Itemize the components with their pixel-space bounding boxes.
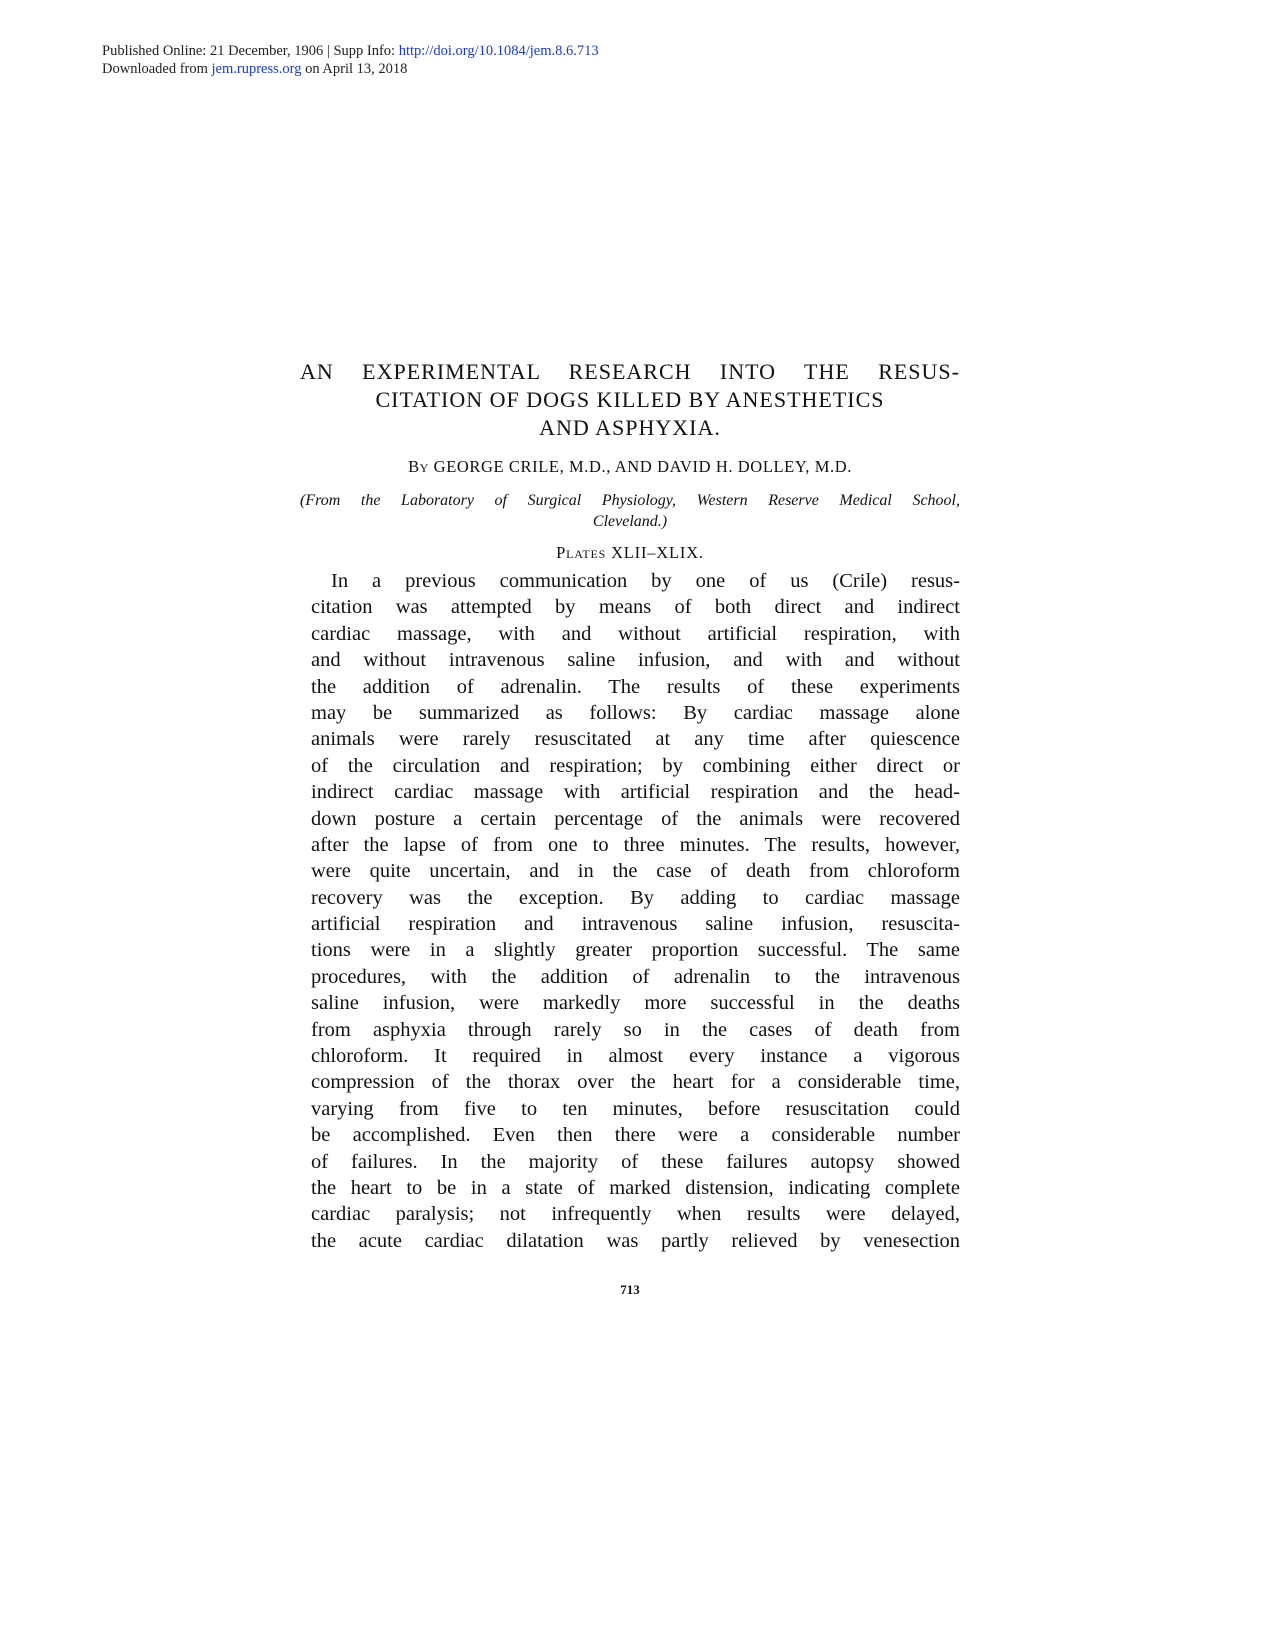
affiliation — [300, 490, 960, 532]
byline-authors: GEORGE CRILE, M.D., AND DAVID H. DOLLEY, M.D. — [433, 457, 852, 476]
site-link[interactable]: jem.rupress.org — [211, 61, 302, 77]
body-line: may be summarized as follows: By cardiac massage alone — [311, 701, 960, 724]
downloaded-from-text: Downloaded from — [102, 61, 212, 77]
body-line: the acute cardiac dilatation was partly relieved by venesection — [311, 1229, 960, 1252]
body-line: recovery was the exception. By adding to cardiac massage — [311, 886, 960, 909]
body-line: down posture a certain percentage of the animals were recovered — [311, 807, 960, 830]
body-line: animals were rarely resuscitated at any time after quiescence — [311, 728, 960, 751]
body-line: varying from five to ten minutes, before resuscitation could — [311, 1097, 960, 1120]
body-line: cardiac massage, with and without artificial respiration, with — [311, 622, 960, 645]
author-byline — [300, 457, 960, 477]
affiliation-line: Cleveland.) — [592, 513, 668, 530]
body-line: be accomplished. Even then there were a considerable number — [311, 1124, 960, 1147]
body-line: saline infusion, were markedly more successful in the deaths — [311, 992, 960, 1015]
title-line: AN EXPERIMENTAL RESEARCH INTO THE RESUS- — [300, 359, 960, 384]
body-line: the heart to be in a state of marked distension, indicating complete — [311, 1176, 960, 1199]
body-line: after the lapse of from one to three minutes. The results, however, — [311, 833, 960, 856]
doi-link[interactable]: http://doi.org/10.1084/jem.8.6.713 — [398, 43, 599, 59]
body-line: of the circulation and respiration; by combining either direct or — [311, 754, 960, 777]
publication-header — [102, 42, 599, 78]
body-line: cardiac paralysis; not infrequently when results were delayed, — [311, 1203, 960, 1226]
downloaded-from-line — [102, 60, 599, 78]
body-line: and without intravenous saline infusion, and with and without — [311, 649, 960, 672]
byline-prefix: By — [408, 457, 429, 476]
plates-prefix: Plates — [556, 543, 607, 562]
body-line: indirect cardiac massage with artificial respiration and the head- — [311, 781, 960, 804]
body-line: In a previous communication by one of us (Crile) resus- — [331, 570, 960, 592]
affiliation-line: (From the Laboratory of Surgical Physiology, Western Reserve Medical School, — [300, 492, 960, 509]
body-line: from asphyxia through rarely so in the cases of death from — [311, 1018, 960, 1041]
body-line: of failures. In the majority of these failures autopsy showed — [311, 1150, 960, 1173]
body-paragraph — [311, 568, 960, 1254]
published-online-text: Published Online: 21 December, 1906 | Supp Info: — [102, 43, 399, 59]
body-line: artificial respiration and intravenous saline infusion, resuscita- — [311, 913, 960, 936]
title-line: AND ASPHYXIA. — [539, 415, 721, 440]
page-number: 713 — [620, 1282, 640, 1297]
plates-range: XLII–XLIX. — [611, 543, 704, 562]
body-line: chloroform. It required in almost every instance a vigorous — [311, 1045, 960, 1068]
article-title — [300, 358, 960, 442]
published-online-line — [102, 42, 599, 60]
download-date-text: on April 13, 2018 — [301, 61, 408, 77]
body-line: citation was attempted by means of both direct and indirect — [311, 596, 960, 619]
body-line: compression of the thorax over the heart for a considerable time, — [311, 1071, 960, 1094]
body-line: were quite uncertain, and in the case of death from chloroform — [311, 860, 960, 883]
body-line: procedures, with the addition of adrenalin to the intravenous — [311, 965, 960, 988]
title-line: CITATION OF DOGS KILLED BY ANESTHETICS — [375, 387, 885, 412]
body-line: tions were in a slightly greater proportion successful. The same — [311, 939, 960, 962]
body-line: the addition of adrenalin. The results of these experiments — [311, 675, 960, 698]
plates-reference — [300, 543, 960, 563]
